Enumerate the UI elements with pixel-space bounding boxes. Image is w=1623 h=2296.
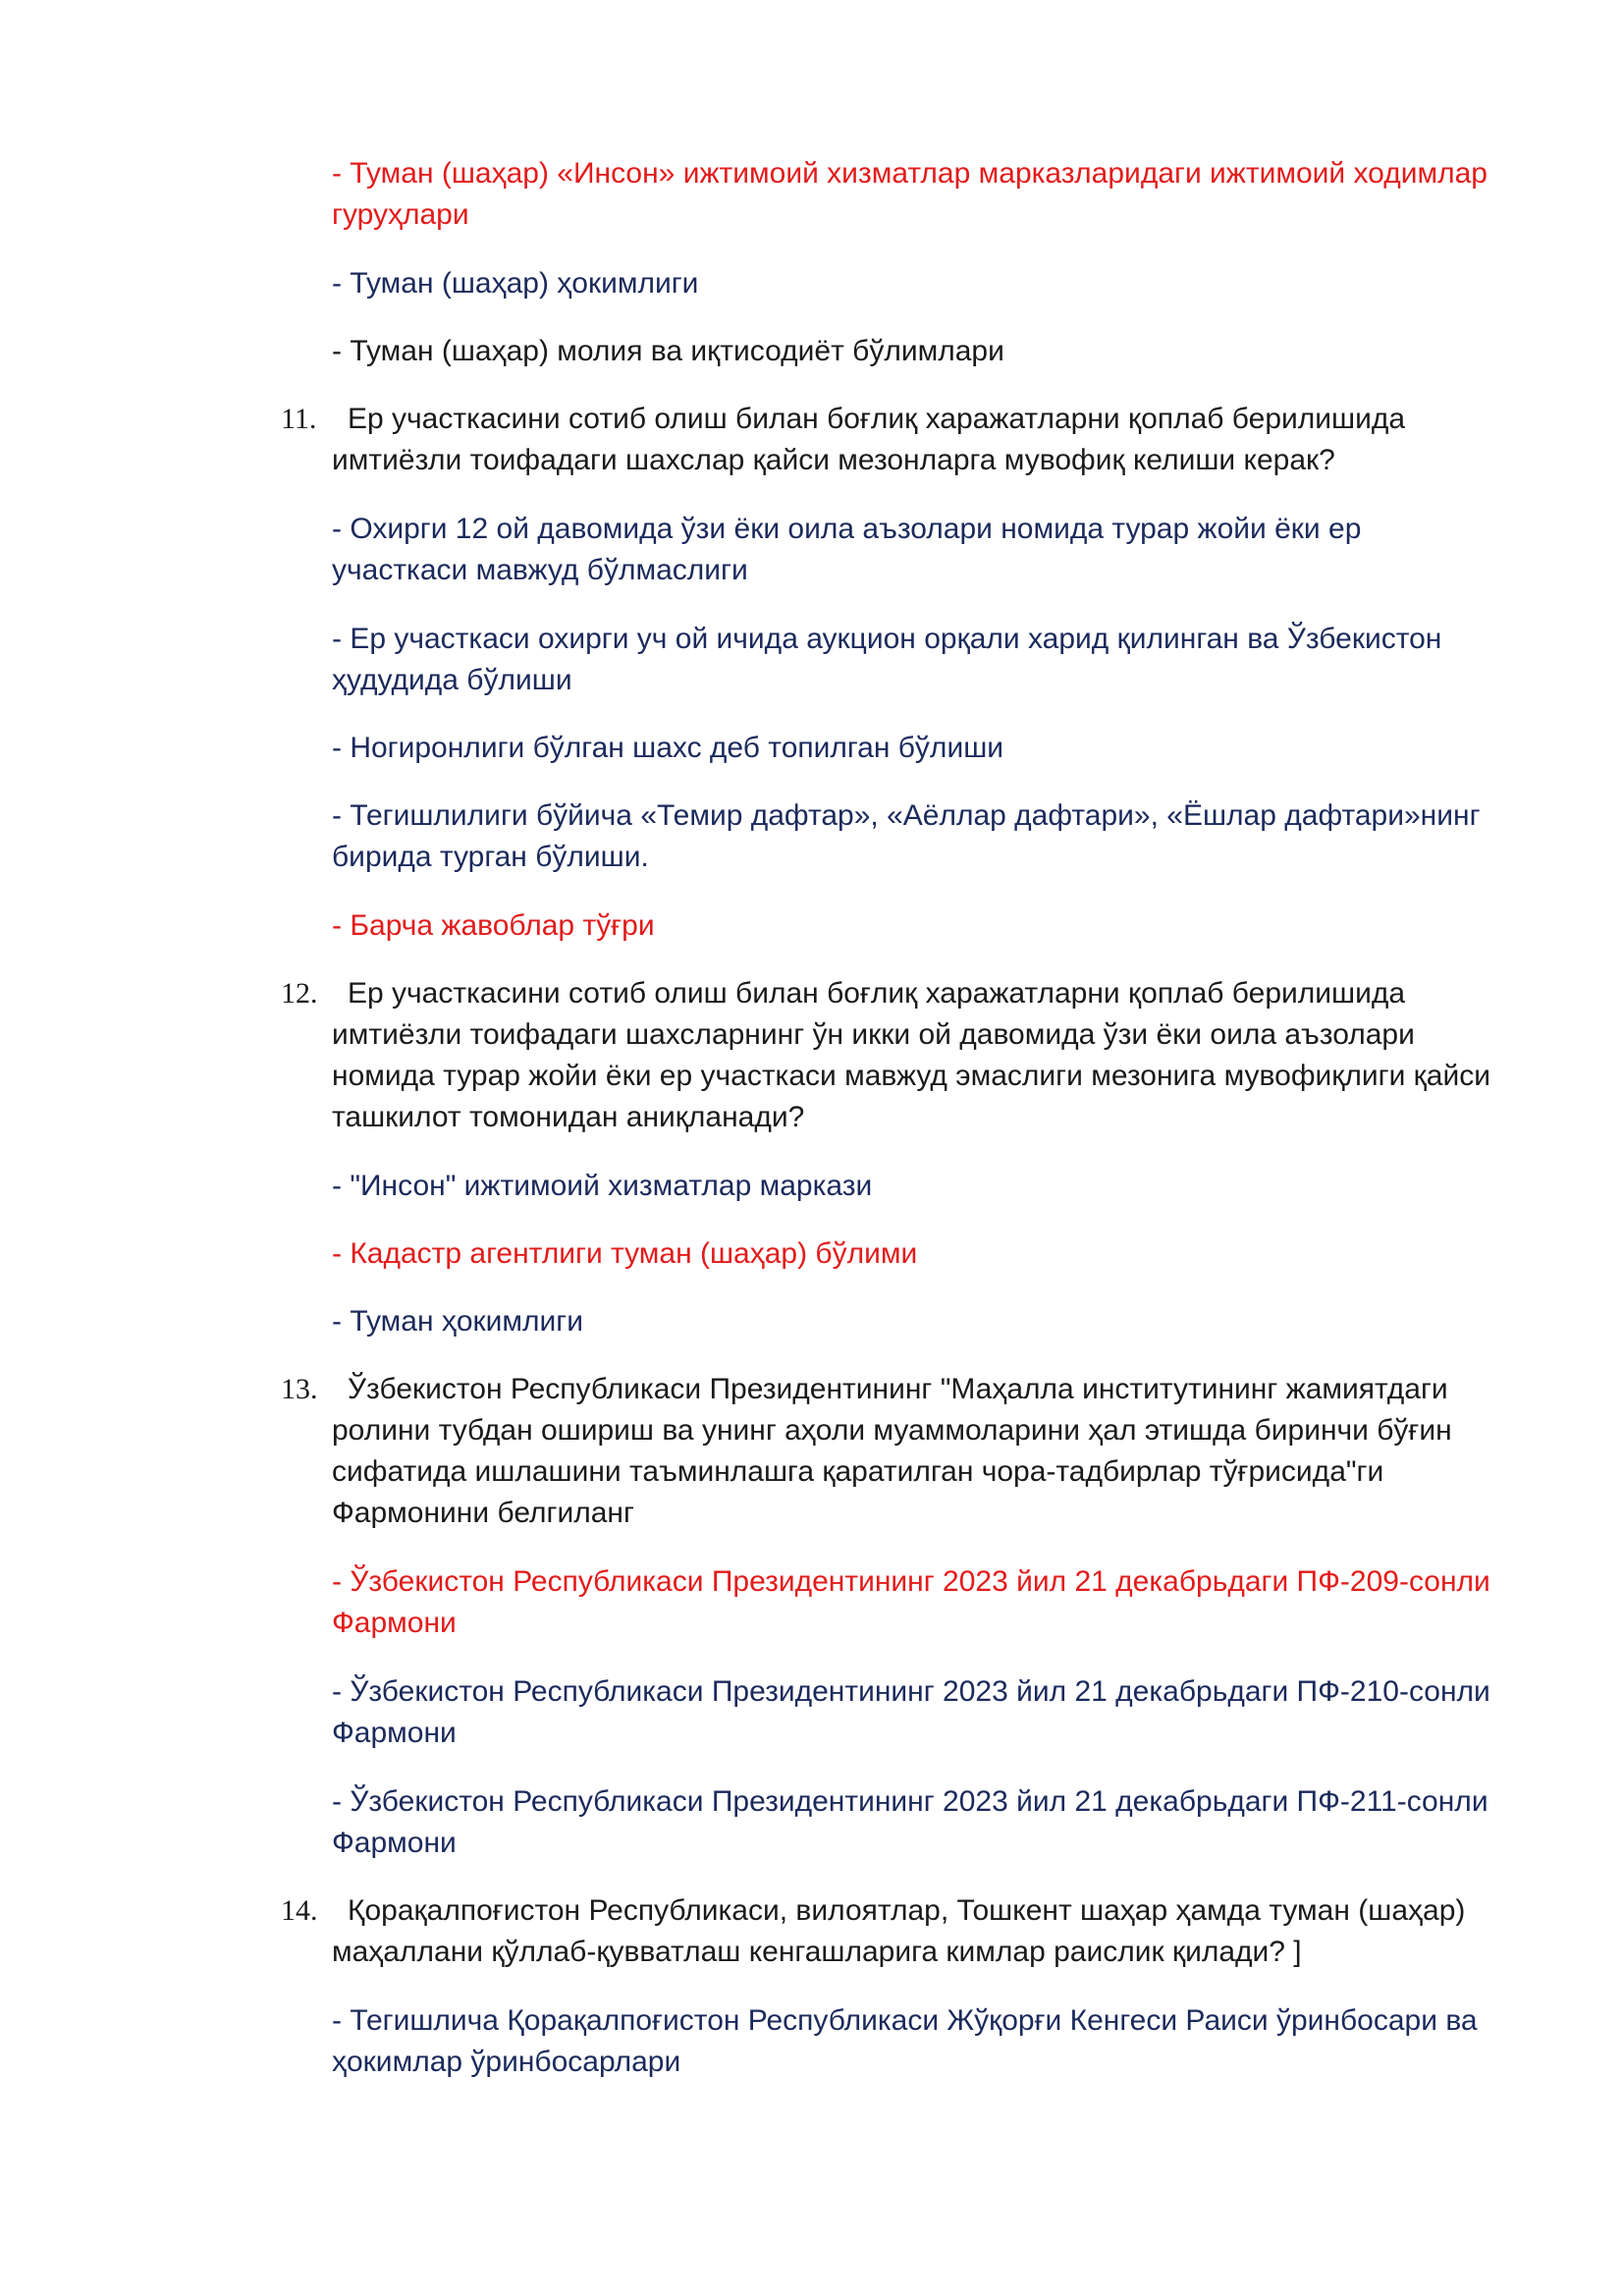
answer-option-correct: - Кадастр агентлиги туман (шаҳар) бўлими [332,1237,918,1270]
answer-option-correct: - Барча жавоблар тўғри [332,909,655,942]
question-11 [281,399,1500,481]
answer-option: - Туман ҳокимлиги [332,1305,583,1338]
answer-option-correct: - Ўзбекистон Республикаси Президентининг 2023 йил 21 декабрьдаги ПФ-209-сонли Фармони [332,1565,1490,1639]
question-12 [281,973,1500,1138]
question-text: Ўзбекистон Республикаси Президентининг "Маҳалла институтининг жамиятдаги ролини тубдан ошириш ва унинг аҳоли муаммоларини ҳал этишда биринчи бўғин сифатида ишлашини таъминлашга қаратилган чора-тадбирлар тўғрисида"ги Фармонини белгиланг [332,1373,1452,1529]
answer-option: - Ногиронлиги бўлган шахс деб топилган бўлиши [332,732,1004,764]
answer-option: - Туман (шаҳар) «Инсон» ижтимоий хизматлар марказларидаги ижтимоий ходимлар гуруҳлари [332,157,1488,231]
question-number: 11. [281,403,317,435]
question-text: Ер участкасини сотиб олиш билан боғлиқ харажатларни қоплаб берилишида имтиёзли тоифадаги шахсларнинг ўн икки ой давомида ўзи ёки оила аъзолари номида турар жойи ёки ер участкаси мавжуд эмаслиги мезонига мувофиқлиги қайси ташкилот томонидан аниқланади? [332,977,1491,1133]
question-14 [281,1890,1500,1973]
answer-option: - Туман (шаҳар) ҳокимлиги [332,267,699,300]
answer-option: - "Инсон" ижтимоий хизматлар маркази [332,1170,873,1202]
answer-option: - Туман (шаҳар) молия ва иқтисодиёт бўлимлари [332,335,1004,367]
answer-option: - Ер участкаси охирги уч ой ичида аукцион орқали харид қилинган ва Ўзбекистон ҳудудида бўлиши [332,623,1442,696]
question-text: Ер участкасини сотиб олиш билан боғлиқ харажатларни қоплаб берилишида имтиёзли тоифадаги шахслар қайси мезонларга мувофиқ келиши керак? [332,403,1406,476]
answer-option: - Ўзбекистон Республикаси Президентининг 2023 йил 21 декабрьдаги ПФ-210-сонли Фармони [332,1675,1490,1749]
answer-option: - Тегишлилиги бўйича «Темир дафтар», «Аёллар дафтари», «Ёшлар дафтари»нинг бирида турган бўлиши. [332,799,1481,873]
question-number: 14. [281,1894,318,1927]
question-text: Қорақалпоғистон Республикаси, вилоятлар, Тошкент шаҳар ҳамда туман (шаҳар) маҳаллани қўллаб-қувватлаш кенгашларига кимлар раислик қилади? ] [332,1894,1466,1968]
answer-option: - Охирги 12 ой давомида ўзи ёки оила аъзолари номида турар жойи ёки ер участкаси мавжуд бўлмаслиги [332,513,1362,586]
answer-option: - Ўзбекистон Республикаси Президентининг 2023 йил 21 декабрьдаги ПФ-211-сонли Фармони [332,1785,1488,1859]
question-13 [281,1369,1500,1534]
question-number: 12. [281,977,318,1010]
question-number: 13. [281,1373,318,1405]
answer-option: - Тегишлича Қорақалпоғистон Республикаси Жўқорғи Кенгеси Раиси ўринбосари ва ҳокимлар ўринбосарлари [332,2004,1478,2078]
